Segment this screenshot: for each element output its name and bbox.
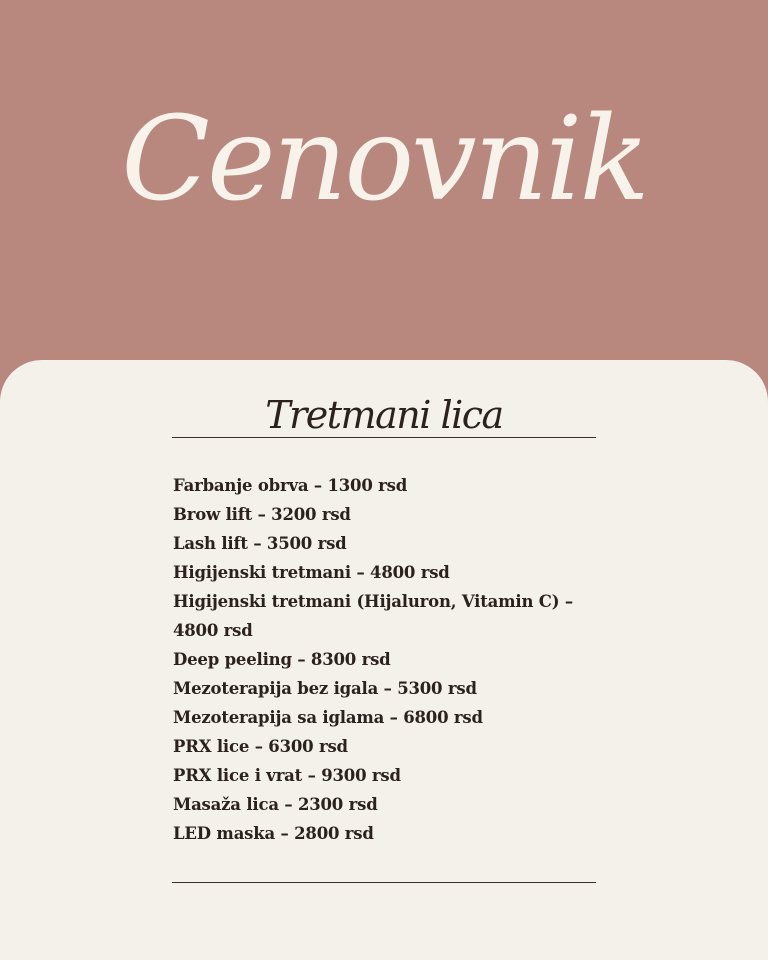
price-item: Mezoterapija bez igala – 5300 rsd (173, 679, 477, 698)
divider-bottom (172, 882, 596, 883)
divider-top (172, 437, 596, 438)
price-item: PRX lice i vrat – 9300 rsd (173, 766, 401, 785)
price-item: PRX lice – 6300 rsd (173, 737, 348, 756)
section-title: Tretmani lica (265, 393, 503, 437)
price-list (173, 471, 623, 848)
price-item: LED maska – 2800 rsd (173, 824, 374, 843)
page-title: Cenovnik (121, 92, 647, 227)
header-banner (0, 0, 768, 370)
price-card (0, 360, 768, 960)
price-item: Deep peeling – 8300 rsd (173, 650, 391, 669)
price-item: Brow lift – 3200 rsd (173, 505, 351, 524)
price-item: Higijenski tretmani – 4800 rsd (173, 563, 450, 582)
price-item: Higijenski tretmani (Hijaluron, Vitamin C) – 4800 rsd (173, 592, 573, 640)
price-item: Farbanje obrva – 1300 rsd (173, 476, 408, 495)
price-item: Lash lift – 3500 rsd (173, 534, 347, 553)
price-item: Masaža lica – 2300 rsd (173, 795, 378, 814)
price-item: Mezoterapija sa iglama – 6800 rsd (173, 708, 483, 727)
